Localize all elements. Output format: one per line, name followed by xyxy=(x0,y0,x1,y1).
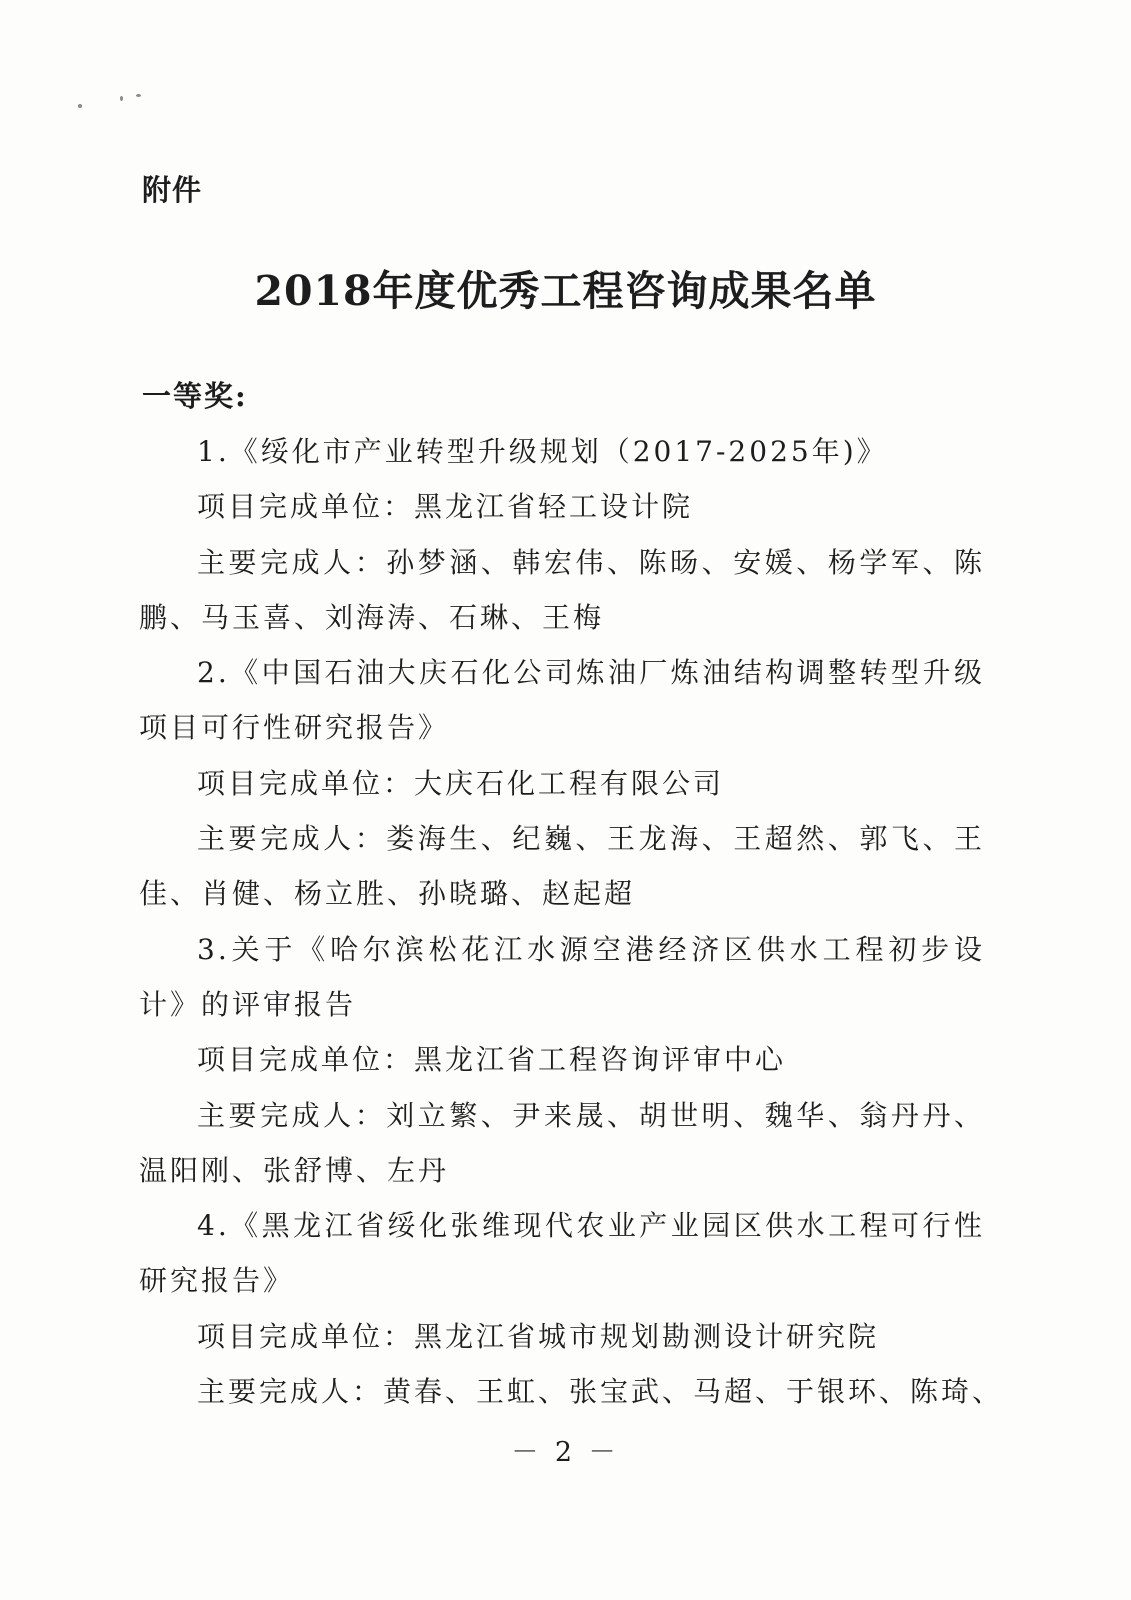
completion-unit: 项目完成单位：黑龙江省轻工设计院 xyxy=(197,490,694,524)
project-title: 3.关于《哈尔滨松花江水源空港经济区供水工程初步设计》的评审报告 xyxy=(139,932,985,1021)
main-contributors: 主要完成人：孙梦涵、韩宏伟、陈旸、安媛、杨学军、陈鹏、马玉喜、刘海涛、石琳、王梅 xyxy=(139,545,985,634)
project-title: 1.《绥化市产业转型升级规划（2017-2025年)》 xyxy=(197,435,888,468)
main-contributors: 主要完成人：刘立繁、尹来晟、胡世明、魏华、翁丹丹、温阳刚、张舒博、左丹 xyxy=(139,1098,985,1187)
attachment-label: 附件 xyxy=(142,173,203,207)
award-list xyxy=(139,424,1004,1419)
page-number: － 2 － xyxy=(511,1437,620,1468)
award-level-heading: 一等奖: xyxy=(142,379,248,413)
scan-speck xyxy=(78,104,82,108)
main-contributors: 主要完成人：黄春、王虹、张宝武、马超、于银环、陈琦、 xyxy=(197,1375,1004,1409)
scan-speck xyxy=(136,94,141,97)
main-contributors: 主要完成人：娄海生、纪巍、王龙海、王超然、郭飞、王佳、肖健、杨立胜、孙晓璐、赵起超 xyxy=(139,822,985,911)
document-title: 2018年度优秀工程咨询成果名单 xyxy=(254,267,877,315)
project-title: 2.《中国石油大庆石化公司炼油厂炼油结构调整转型升级项目可行性研究报告》 xyxy=(139,656,985,745)
completion-unit: 项目完成单位：黑龙江省工程咨询评审中心 xyxy=(197,1043,787,1077)
completion-unit: 项目完成单位：黑龙江省城市规划勘测设计研究院 xyxy=(197,1319,880,1353)
scan-speck xyxy=(120,96,123,101)
project-title: 4.《黑龙江省绥化张维现代农业产业园区供水工程可行性研究报告》 xyxy=(139,1209,985,1298)
completion-unit: 项目完成单位：大庆石化工程有限公司 xyxy=(197,766,725,800)
